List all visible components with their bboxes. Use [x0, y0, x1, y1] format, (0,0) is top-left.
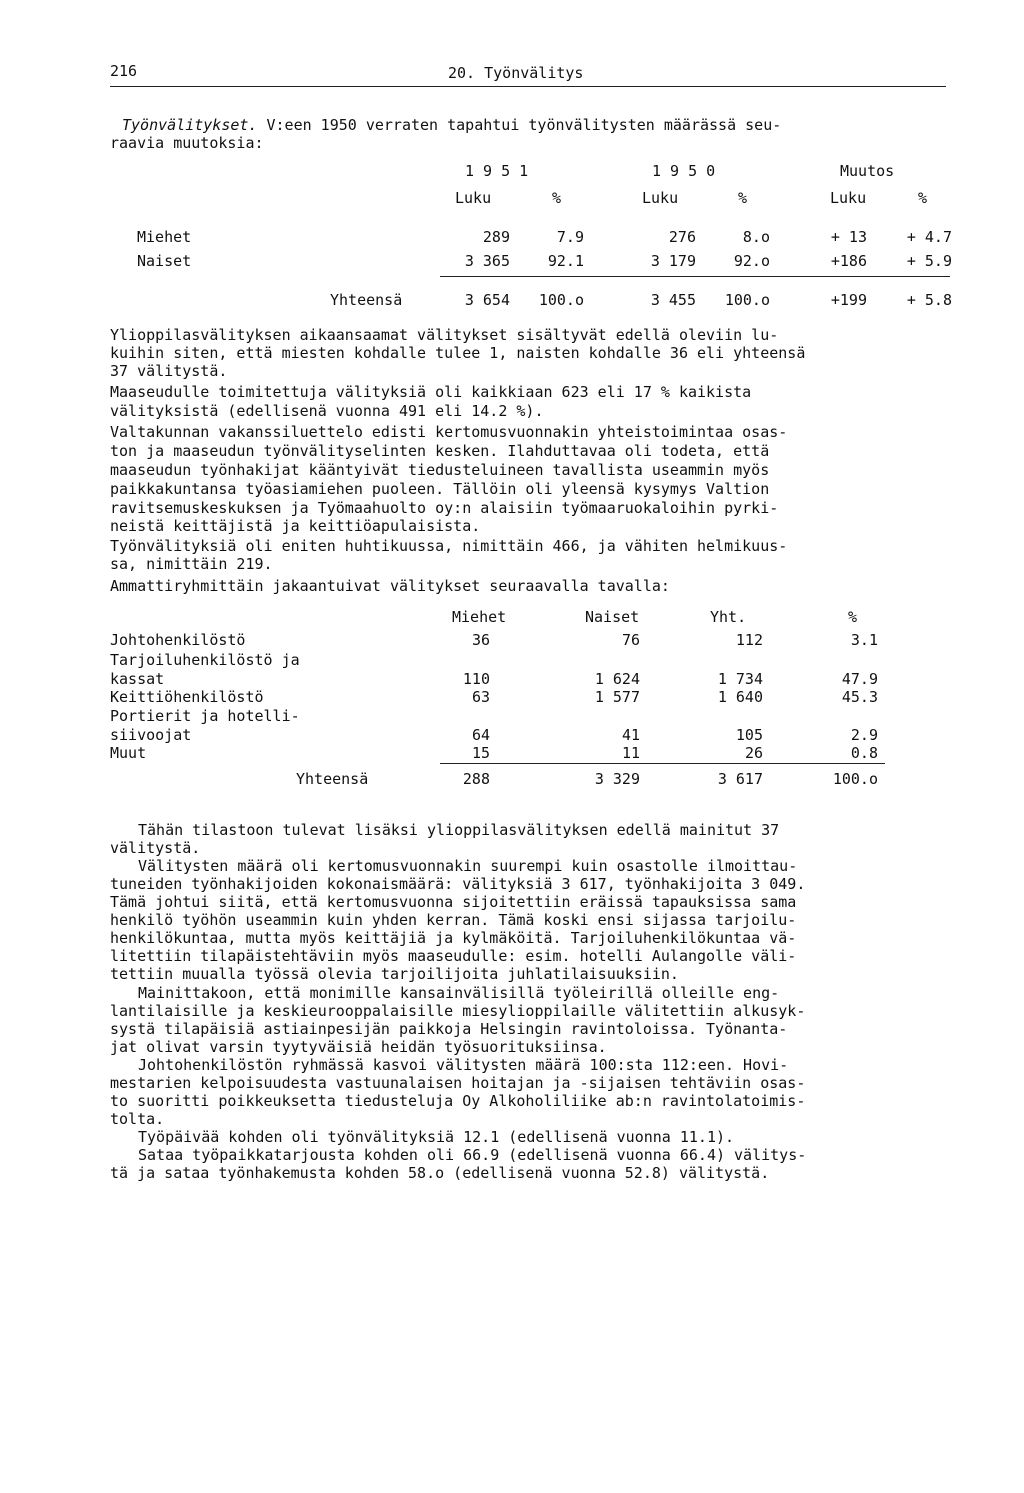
text-line: maaseudun työnhakijat kääntyivät tiedusteluineen tavallista useammin myös	[110, 461, 770, 479]
table-row-label: Muut	[110, 744, 147, 762]
table-row-label: Portierit ja hotelli-	[110, 707, 300, 725]
text-line: tolta.	[110, 1110, 165, 1128]
table-cell: 100.o	[538, 291, 584, 309]
table-cell: 92.o	[733, 252, 770, 270]
table-cell: 288	[462, 770, 490, 788]
table-cell: 36	[471, 631, 490, 649]
table-cell: 3 329	[594, 770, 640, 788]
text-line: systä tilapäisiä astiainpesijän paikkoja Helsingin ravintoloissa. Työnanta-	[110, 1020, 788, 1038]
table1-total-rule	[440, 276, 950, 277]
table-cell: 1 640	[717, 688, 763, 706]
table-cell: 64	[471, 726, 490, 744]
table-cell: 63	[471, 688, 490, 706]
table1-luku-header: Luku	[642, 189, 679, 207]
table-cell: 1 624	[594, 670, 640, 688]
text-line: Maaseudulle toimitettuja välityksiä oli kaikkiaan 623 eli 17 % kaikista	[110, 383, 752, 401]
table-cell: + 13	[830, 228, 867, 246]
text-line: henkilökuntaa, mutta myös keittäjiä ja kylmäköitä. Tarjoiluhenkilökuntaa vä-	[110, 929, 797, 947]
table-cell: 100.o	[724, 291, 770, 309]
table-cell: 11	[621, 744, 640, 762]
table-cell: 7.9	[556, 228, 584, 246]
table-cell: 8.o	[742, 228, 770, 246]
page-number: 216	[110, 62, 138, 80]
table-cell: 289	[482, 228, 510, 246]
text-line: Sataa työpaikkatarjousta kohden oli 66.9 (edellisenä vuonna 66.4) välitys-	[138, 1146, 807, 1164]
table1-year-1951: 1 9 5 1	[465, 162, 529, 180]
table-cell: 1 734	[717, 670, 763, 688]
table-row-label: siivoojat	[110, 726, 192, 744]
text-line: 37 välitystä.	[110, 362, 228, 380]
table-row-label: Naiset	[137, 252, 192, 270]
table-cell: 15	[471, 744, 490, 762]
text-line: Ylioppilasvälityksen aikaansaamat välitykset sisältyvät edellä oleviin lu-	[110, 326, 779, 344]
table-cell: 100.o	[832, 770, 878, 788]
table-cell: 26	[744, 744, 763, 762]
table-cell: 45.3	[841, 688, 878, 706]
text-line: tettiin muualla työssä olevia tarjoilijoita juhlatilaisuuksiin.	[110, 965, 679, 983]
text-line: Työpäivää kohden oli työnvälityksiä 12.1 (edellisenä vuonna 11.1).	[138, 1128, 735, 1146]
text-line: mestarien kelpoisuudesta vastuunalaisen hoitajan ja -sijaisen tehtäviin osas-	[110, 1074, 806, 1092]
table-cell: 41	[621, 726, 640, 744]
table-cell: 3.1	[850, 631, 878, 649]
table-row-label: Johtohenkilöstö	[110, 631, 246, 649]
table1-pct-header: %	[738, 189, 748, 207]
table-cell: 47.9	[841, 670, 878, 688]
table-row-label: kassat	[110, 670, 165, 688]
text-line: Tämä johtui siitä, että kertomusvuonna sijoitettiin eräissä tapauksissa sama	[110, 893, 797, 911]
text-line: Mainittakoon, että monimille kansainvälisillä työleirillä olleille eng-	[138, 984, 780, 1002]
text-line: ton ja maaseudun työnvälityselinten kesken. Ilahduttavaa oli todeta, että	[110, 442, 770, 460]
table-cell: 3 179	[650, 252, 696, 270]
table-row-label: Tarjoiluhenkilöstö ja	[110, 651, 300, 669]
table-row-label: Keittiöhenkilöstö	[110, 688, 264, 706]
text-line: jat olivat varsin tyytyväisiä heidän työsuorituksiinsa.	[110, 1038, 607, 1056]
table-cell: + 5.9	[906, 252, 952, 270]
table-cell: 110	[462, 670, 490, 688]
table-cell: 76	[621, 631, 640, 649]
text-line: litettiin tilapäistehtäviin myös maaseudulle: esim. hotelli Aulangolle väli-	[110, 947, 797, 965]
text-line: henkilö työhön useammin kuin yhden kerran. Tämä koski ensi sijassa tarjoilu-	[110, 911, 797, 929]
table1-luku-header: Luku	[830, 189, 867, 207]
table-cell: 3 365	[464, 252, 510, 270]
text-line: Välitysten määrä oli kertomusvuonnakin suurempi kuin osastolle ilmoittau-	[138, 857, 798, 875]
table-cell: 3 455	[650, 291, 696, 309]
table-cell: 2.9	[850, 726, 878, 744]
text-line: sa, nimittäin 219.	[110, 555, 273, 573]
table-total-label: Yhteensä	[296, 770, 369, 788]
table-cell: +199	[830, 291, 867, 309]
table-total-label: Yhteensä	[330, 291, 403, 309]
text-line: lantilaisille ja keskieurooppalaisille miesylioppilaille välitettiin alkusyk-	[110, 1002, 806, 1020]
table-cell: 112	[735, 631, 763, 649]
table1-year-1950: 1 9 5 0	[652, 162, 716, 180]
table-cell: 105	[735, 726, 763, 744]
text-line: välitystä.	[110, 839, 201, 857]
table-cell: 3 654	[464, 291, 510, 309]
text-line: paikkakuntansa työasiamiehen puoleen. Tällöin oli yleensä kysymys Valtion	[110, 480, 770, 498]
text-line: neistä keittäjistä ja keittiöapulaisista.	[110, 517, 481, 535]
table-cell: 1 577	[594, 688, 640, 706]
text-line: ravitsemuskeskuksen ja Työmaahuolto oy:n alaisiin työmaaruokaloihin pyrki-	[110, 499, 779, 517]
text-line: Valtakunnan vakanssiluettelo edisti kertomusvuonnakin yhteistoimintaa osas-	[110, 423, 788, 441]
table2-header-pct: %	[848, 608, 858, 626]
text-line: välityksistä (edellisenä vuonna 491 eli 14.2 %).	[110, 402, 544, 420]
table-cell: + 5.8	[906, 291, 952, 309]
table-cell: 3 617	[717, 770, 763, 788]
table1-luku-header: Luku	[455, 189, 492, 207]
text-line: Tähän tilastoon tulevat lisäksi ylioppilasvälityksen edellä mainitut 37	[138, 821, 780, 839]
header-rule	[110, 86, 946, 87]
running-title: 20. Työnvälitys	[448, 64, 584, 82]
text-line: tä ja sataa työnhakemusta kohden 58.o (edellisenä vuonna 52.8) välitystä.	[110, 1164, 770, 1182]
table2-header-miehet: Miehet	[452, 608, 507, 626]
text-line: Johtohenkilöstön ryhmässä kasvoi välitysten määrä 100:sta 112:een. Hovi-	[138, 1056, 789, 1074]
table1-change-header: Muutos	[840, 162, 895, 180]
text-line: tuneiden työnhakijoiden kokonaismäärä: välityksiä 3 617, työnhakijoita 3 049.	[110, 875, 806, 893]
table2-header-naiset: Naiset	[585, 608, 640, 626]
table-cell: 276	[668, 228, 696, 246]
text-line: Työnvälityksiä oli eniten huhtikuussa, nimittäin 466, ja vähiten helmikuus-	[110, 537, 788, 555]
intro-line-1: Työnvälitykset. V:een 1950 verraten tapahtui työnvälitysten määrässä seu-	[122, 116, 782, 134]
table1-pct-header: %	[552, 189, 562, 207]
table-row-label: Miehet	[137, 228, 192, 246]
intro-line-2: raavia muutoksia:	[110, 134, 264, 152]
text-line: kuihin siten, että miesten kohdalle tulee 1, naisten kohdalle 36 eli yhteensä	[110, 344, 806, 362]
text-line: Ammattiryhmittäin jakaantuivat välitykset seuraavalla tavalla:	[110, 577, 670, 595]
text-line: to suoritti poikkeuksetta tiedusteluja Oy Alkoholiliike ab:n ravintolatoimis-	[110, 1092, 806, 1110]
table-cell: + 4.7	[906, 228, 952, 246]
table2-total-rule	[440, 763, 885, 764]
table1-pct-header: %	[918, 189, 928, 207]
table-cell: 0.8	[850, 744, 878, 762]
table2-header-yht: Yht.	[710, 608, 747, 626]
table-cell: 92.1	[547, 252, 584, 270]
table-cell: +186	[830, 252, 867, 270]
section-heading: Työnvälitykset.	[122, 116, 258, 134]
